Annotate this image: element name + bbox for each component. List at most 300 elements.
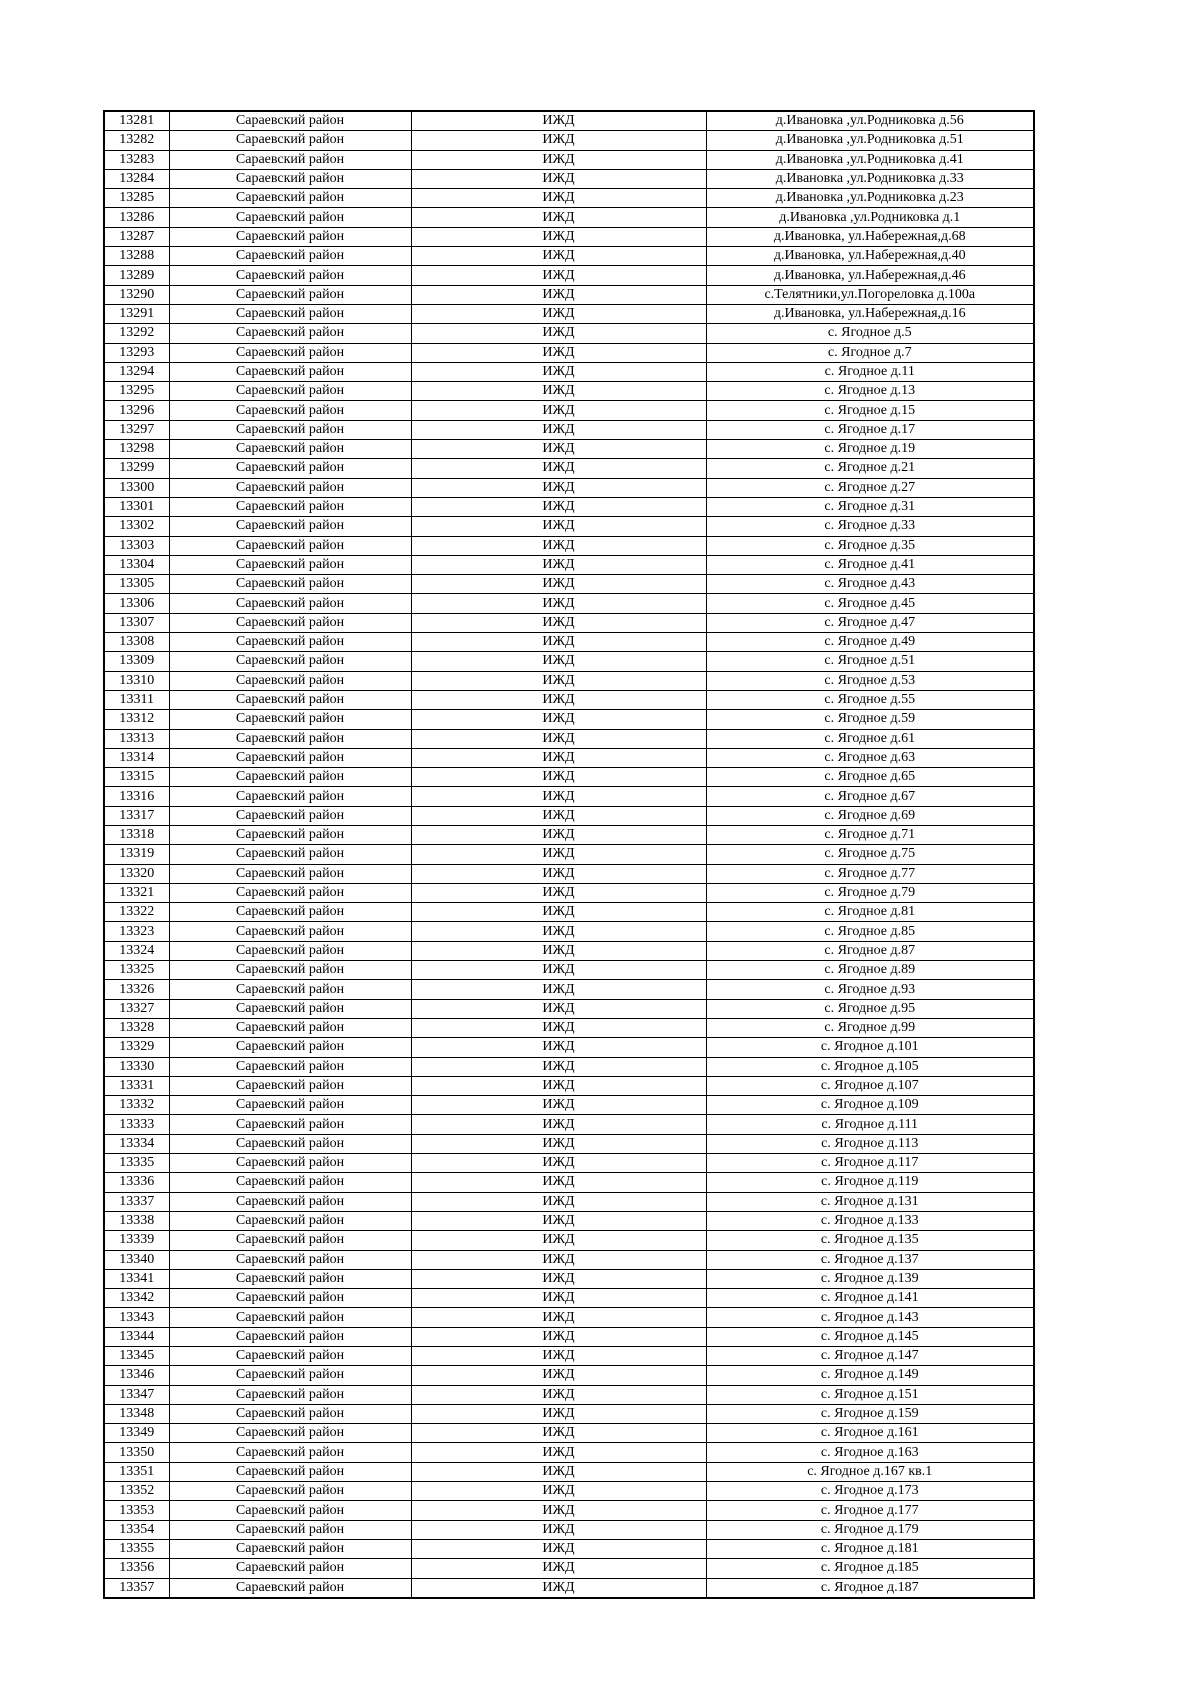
object-type-cell: ИЖД xyxy=(411,285,706,304)
object-type-cell: ИЖД xyxy=(411,748,706,767)
district-cell: Сараевский район xyxy=(169,343,411,362)
table-row xyxy=(104,362,1034,381)
address-cell: с. Ягодное д.179 xyxy=(706,1520,1034,1539)
district-cell: Сараевский район xyxy=(169,941,411,960)
object-type-cell: ИЖД xyxy=(411,1115,706,1134)
record-number-cell: 13305 xyxy=(104,575,169,594)
table-row xyxy=(104,1578,1034,1598)
address-cell: с. Ягодное д.67 xyxy=(706,787,1034,806)
district-cell: Сараевский район xyxy=(169,555,411,574)
address-cell: с. Ягодное д.45 xyxy=(706,594,1034,613)
record-number-cell: 13318 xyxy=(104,825,169,844)
object-type-cell: ИЖД xyxy=(411,362,706,381)
object-type-cell: ИЖД xyxy=(411,111,706,131)
address-cell: с. Ягодное д.77 xyxy=(706,864,1034,883)
district-cell: Сараевский район xyxy=(169,671,411,690)
record-number-cell: 13329 xyxy=(104,1038,169,1057)
table-row xyxy=(104,1520,1034,1539)
address-cell: с. Ягодное д.177 xyxy=(706,1501,1034,1520)
record-number-cell: 13306 xyxy=(104,594,169,613)
address-cell: с. Ягодное д.11 xyxy=(706,362,1034,381)
record-number-cell: 13285 xyxy=(104,189,169,208)
address-cell: с. Ягодное д.185 xyxy=(706,1559,1034,1578)
address-cell: с. Ягодное д.13 xyxy=(706,382,1034,401)
record-number-cell: 13287 xyxy=(104,227,169,246)
object-type-cell: ИЖД xyxy=(411,1076,706,1095)
record-number-cell: 13356 xyxy=(104,1559,169,1578)
record-number-cell: 13345 xyxy=(104,1347,169,1366)
address-cell: с. Ягодное д.113 xyxy=(706,1134,1034,1153)
address-cell: с. Ягодное д.161 xyxy=(706,1424,1034,1443)
address-cell: с. Ягодное д.173 xyxy=(706,1482,1034,1501)
record-number-cell: 13281 xyxy=(104,111,169,131)
object-type-cell: ИЖД xyxy=(411,1366,706,1385)
address-cell: д.Ивановка ,ул.Родниковка д.51 xyxy=(706,131,1034,150)
district-cell: Сараевский район xyxy=(169,961,411,980)
address-cell: с. Ягодное д.101 xyxy=(706,1038,1034,1057)
object-type-cell: ИЖД xyxy=(411,1347,706,1366)
object-type-cell: ИЖД xyxy=(411,806,706,825)
address-cell: с. Ягодное д.79 xyxy=(706,883,1034,902)
address-cell: д.Ивановка ,ул.Родниковка д.1 xyxy=(706,208,1034,227)
table-row xyxy=(104,1018,1034,1037)
table-row xyxy=(104,1308,1034,1327)
record-number-cell: 13320 xyxy=(104,864,169,883)
table-row xyxy=(104,1559,1034,1578)
record-number-cell: 13351 xyxy=(104,1462,169,1481)
district-cell: Сараевский район xyxy=(169,1269,411,1288)
object-type-cell: ИЖД xyxy=(411,150,706,169)
district-cell: Сараевский район xyxy=(169,999,411,1018)
district-cell: Сараевский район xyxy=(169,247,411,266)
table-row xyxy=(104,497,1034,516)
table-row xyxy=(104,189,1034,208)
object-type-cell: ИЖД xyxy=(411,1482,706,1501)
object-type-cell: ИЖД xyxy=(411,1539,706,1558)
district-cell: Сараевский район xyxy=(169,1096,411,1115)
address-cell: с. Ягодное д.31 xyxy=(706,497,1034,516)
address-cell: с. Ягодное д.105 xyxy=(706,1057,1034,1076)
object-type-cell: ИЖД xyxy=(411,1057,706,1076)
record-number-cell: 13338 xyxy=(104,1211,169,1230)
record-number-cell: 13296 xyxy=(104,401,169,420)
object-type-cell: ИЖД xyxy=(411,227,706,246)
table-row xyxy=(104,690,1034,709)
district-cell: Сараевский район xyxy=(169,1366,411,1385)
record-number-cell: 13354 xyxy=(104,1520,169,1539)
table-row xyxy=(104,478,1034,497)
record-number-cell: 13291 xyxy=(104,304,169,323)
object-type-cell: ИЖД xyxy=(411,671,706,690)
record-number-cell: 13316 xyxy=(104,787,169,806)
address-cell: с. Ягодное д.43 xyxy=(706,575,1034,594)
address-cell: д.Ивановка ,ул.Родниковка д.33 xyxy=(706,169,1034,188)
address-cell: с. Ягодное д.85 xyxy=(706,922,1034,941)
record-number-cell: 13311 xyxy=(104,690,169,709)
record-number-cell: 13349 xyxy=(104,1424,169,1443)
record-number-cell: 13335 xyxy=(104,1154,169,1173)
record-number-cell: 13283 xyxy=(104,150,169,169)
district-cell: Сараевский район xyxy=(169,594,411,613)
object-type-cell: ИЖД xyxy=(411,169,706,188)
table-row xyxy=(104,247,1034,266)
district-cell: Сараевский район xyxy=(169,150,411,169)
district-cell: Сараевский район xyxy=(169,304,411,323)
table-row xyxy=(104,1289,1034,1308)
record-number-cell: 13298 xyxy=(104,440,169,459)
table-row xyxy=(104,343,1034,362)
record-number-cell: 13300 xyxy=(104,478,169,497)
district-cell: Сараевский район xyxy=(169,1424,411,1443)
object-type-cell: ИЖД xyxy=(411,1559,706,1578)
address-cell: д.Ивановка, ул.Набережная,д.46 xyxy=(706,266,1034,285)
address-cell: с. Ягодное д.49 xyxy=(706,633,1034,652)
district-cell: Сараевский район xyxy=(169,420,411,439)
district-cell: Сараевский район xyxy=(169,1443,411,1462)
record-number-cell: 13309 xyxy=(104,652,169,671)
district-cell: Сараевский район xyxy=(169,497,411,516)
table-row xyxy=(104,1443,1034,1462)
district-cell: Сараевский район xyxy=(169,729,411,748)
table-row xyxy=(104,961,1034,980)
record-number-cell: 13289 xyxy=(104,266,169,285)
object-type-cell: ИЖД xyxy=(411,1404,706,1423)
table-row xyxy=(104,1057,1034,1076)
district-cell: Сараевский район xyxy=(169,536,411,555)
object-type-cell: ИЖД xyxy=(411,980,706,999)
record-number-cell: 13286 xyxy=(104,208,169,227)
table-row xyxy=(104,825,1034,844)
object-type-cell: ИЖД xyxy=(411,1231,706,1250)
table-row xyxy=(104,1231,1034,1250)
table-row xyxy=(104,169,1034,188)
record-number-cell: 13353 xyxy=(104,1501,169,1520)
record-number-cell: 13344 xyxy=(104,1327,169,1346)
object-type-cell: ИЖД xyxy=(411,864,706,883)
table-row xyxy=(104,613,1034,632)
address-cell: с. Ягодное д.137 xyxy=(706,1250,1034,1269)
address-cell: с. Ягодное д.69 xyxy=(706,806,1034,825)
record-number-cell: 13352 xyxy=(104,1482,169,1501)
record-number-cell: 13343 xyxy=(104,1308,169,1327)
object-type-cell: ИЖД xyxy=(411,1154,706,1173)
record-number-cell: 13333 xyxy=(104,1115,169,1134)
record-number-cell: 13326 xyxy=(104,980,169,999)
record-number-cell: 13312 xyxy=(104,710,169,729)
registry-table xyxy=(103,110,1035,1599)
record-number-cell: 13350 xyxy=(104,1443,169,1462)
district-cell: Сараевский район xyxy=(169,1539,411,1558)
district-cell: Сараевский район xyxy=(169,575,411,594)
table-row xyxy=(104,980,1034,999)
table-row xyxy=(104,864,1034,883)
object-type-cell: ИЖД xyxy=(411,343,706,362)
district-cell: Сараевский район xyxy=(169,1482,411,1501)
table-row xyxy=(104,1404,1034,1423)
object-type-cell: ИЖД xyxy=(411,497,706,516)
district-cell: Сараевский район xyxy=(169,362,411,381)
record-number-cell: 13319 xyxy=(104,845,169,864)
object-type-cell: ИЖД xyxy=(411,999,706,1018)
object-type-cell: ИЖД xyxy=(411,1192,706,1211)
district-cell: Сараевский район xyxy=(169,1578,411,1598)
district-cell: Сараевский район xyxy=(169,1231,411,1250)
object-type-cell: ИЖД xyxy=(411,324,706,343)
object-type-cell: ИЖД xyxy=(411,922,706,941)
record-number-cell: 13336 xyxy=(104,1173,169,1192)
record-number-cell: 13304 xyxy=(104,555,169,574)
district-cell: Сараевский район xyxy=(169,980,411,999)
object-type-cell: ИЖД xyxy=(411,1520,706,1539)
record-number-cell: 13317 xyxy=(104,806,169,825)
address-cell: с. Ягодное д.33 xyxy=(706,517,1034,536)
table-row xyxy=(104,883,1034,902)
table-row xyxy=(104,1269,1034,1288)
district-cell: Сараевский район xyxy=(169,1385,411,1404)
table-row xyxy=(104,729,1034,748)
table-row xyxy=(104,1154,1034,1173)
table-row xyxy=(104,806,1034,825)
table-row xyxy=(104,1385,1034,1404)
district-cell: Сараевский район xyxy=(169,690,411,709)
record-number-cell: 13303 xyxy=(104,536,169,555)
address-cell: с. Ягодное д.75 xyxy=(706,845,1034,864)
object-type-cell: ИЖД xyxy=(411,1173,706,1192)
object-type-cell: ИЖД xyxy=(411,440,706,459)
object-type-cell: ИЖД xyxy=(411,1385,706,1404)
table-row xyxy=(104,266,1034,285)
address-cell: с. Ягодное д.167 кв.1 xyxy=(706,1462,1034,1481)
district-cell: Сараевский район xyxy=(169,652,411,671)
address-cell: с. Ягодное д.59 xyxy=(706,710,1034,729)
address-cell: с. Ягодное д.15 xyxy=(706,401,1034,420)
district-cell: Сараевский район xyxy=(169,401,411,420)
district-cell: Сараевский район xyxy=(169,806,411,825)
address-cell: с. Ягодное д.95 xyxy=(706,999,1034,1018)
district-cell: Сараевский район xyxy=(169,131,411,150)
address-cell: с. Ягодное д.143 xyxy=(706,1308,1034,1327)
table-row xyxy=(104,845,1034,864)
address-cell: с. Ягодное д.63 xyxy=(706,748,1034,767)
record-number-cell: 13347 xyxy=(104,1385,169,1404)
district-cell: Сараевский район xyxy=(169,1347,411,1366)
address-cell: с. Ягодное д.81 xyxy=(706,903,1034,922)
address-cell: с. Ягодное д.21 xyxy=(706,459,1034,478)
address-cell: с. Ягодное д.61 xyxy=(706,729,1034,748)
object-type-cell: ИЖД xyxy=(411,478,706,497)
table-row xyxy=(104,652,1034,671)
district-cell: Сараевский район xyxy=(169,748,411,767)
record-number-cell: 13295 xyxy=(104,382,169,401)
table-row xyxy=(104,1192,1034,1211)
district-cell: Сараевский район xyxy=(169,169,411,188)
table-row xyxy=(104,1501,1034,1520)
record-number-cell: 13346 xyxy=(104,1366,169,1385)
record-number-cell: 13301 xyxy=(104,497,169,516)
table-row xyxy=(104,999,1034,1018)
record-number-cell: 13355 xyxy=(104,1539,169,1558)
district-cell: Сараевский район xyxy=(169,208,411,227)
object-type-cell: ИЖД xyxy=(411,768,706,787)
record-number-cell: 13341 xyxy=(104,1269,169,1288)
object-type-cell: ИЖД xyxy=(411,941,706,960)
district-cell: Сараевский район xyxy=(169,1308,411,1327)
table-row xyxy=(104,536,1034,555)
table-row xyxy=(104,1327,1034,1346)
record-number-cell: 13322 xyxy=(104,903,169,922)
address-cell: с. Ягодное д.131 xyxy=(706,1192,1034,1211)
district-cell: Сараевский район xyxy=(169,787,411,806)
district-cell: Сараевский район xyxy=(169,227,411,246)
district-cell: Сараевский район xyxy=(169,1076,411,1095)
district-cell: Сараевский район xyxy=(169,1559,411,1578)
object-type-cell: ИЖД xyxy=(411,1134,706,1153)
address-cell: с. Ягодное д.93 xyxy=(706,980,1034,999)
address-cell: с. Ягодное д.27 xyxy=(706,478,1034,497)
record-number-cell: 13331 xyxy=(104,1076,169,1095)
address-cell: с. Ягодное д.35 xyxy=(706,536,1034,555)
object-type-cell: ИЖД xyxy=(411,652,706,671)
record-number-cell: 13290 xyxy=(104,285,169,304)
table-row xyxy=(104,440,1034,459)
district-cell: Сараевский район xyxy=(169,478,411,497)
table-row xyxy=(104,1096,1034,1115)
table-row xyxy=(104,903,1034,922)
district-cell: Сараевский район xyxy=(169,613,411,632)
table-row xyxy=(104,382,1034,401)
table-row xyxy=(104,671,1034,690)
district-cell: Сараевский район xyxy=(169,382,411,401)
district-cell: Сараевский район xyxy=(169,883,411,902)
registry-table-body xyxy=(104,111,1034,1598)
district-cell: Сараевский район xyxy=(169,825,411,844)
record-number-cell: 13339 xyxy=(104,1231,169,1250)
district-cell: Сараевский район xyxy=(169,517,411,536)
object-type-cell: ИЖД xyxy=(411,1501,706,1520)
district-cell: Сараевский район xyxy=(169,922,411,941)
table-row xyxy=(104,285,1034,304)
address-cell: д.Ивановка, ул.Набережная,д.16 xyxy=(706,304,1034,323)
object-type-cell: ИЖД xyxy=(411,247,706,266)
record-number-cell: 13307 xyxy=(104,613,169,632)
table-row xyxy=(104,748,1034,767)
object-type-cell: ИЖД xyxy=(411,787,706,806)
table-row xyxy=(104,1134,1034,1153)
object-type-cell: ИЖД xyxy=(411,710,706,729)
object-type-cell: ИЖД xyxy=(411,1578,706,1598)
district-cell: Сараевский район xyxy=(169,189,411,208)
table-row xyxy=(104,1482,1034,1501)
address-cell: с. Ягодное д.109 xyxy=(706,1096,1034,1115)
object-type-cell: ИЖД xyxy=(411,575,706,594)
record-number-cell: 13323 xyxy=(104,922,169,941)
district-cell: Сараевский район xyxy=(169,111,411,131)
object-type-cell: ИЖД xyxy=(411,131,706,150)
district-cell: Сараевский район xyxy=(169,1018,411,1037)
address-cell: д.Ивановка, ул.Набережная,д.40 xyxy=(706,247,1034,266)
table-row xyxy=(104,941,1034,960)
table-row xyxy=(104,1115,1034,1134)
object-type-cell: ИЖД xyxy=(411,189,706,208)
record-number-cell: 13342 xyxy=(104,1289,169,1308)
address-cell: с. Ягодное д.47 xyxy=(706,613,1034,632)
record-number-cell: 13310 xyxy=(104,671,169,690)
object-type-cell: ИЖД xyxy=(411,633,706,652)
district-cell: Сараевский район xyxy=(169,845,411,864)
table-row xyxy=(104,710,1034,729)
address-cell: с. Ягодное д.135 xyxy=(706,1231,1034,1250)
object-type-cell: ИЖД xyxy=(411,1269,706,1288)
address-cell: с. Ягодное д.51 xyxy=(706,652,1034,671)
table-row xyxy=(104,459,1034,478)
record-number-cell: 13330 xyxy=(104,1057,169,1076)
address-cell: с. Ягодное д.17 xyxy=(706,420,1034,439)
address-cell: с. Ягодное д.147 xyxy=(706,1347,1034,1366)
district-cell: Сараевский район xyxy=(169,459,411,478)
object-type-cell: ИЖД xyxy=(411,304,706,323)
table-row xyxy=(104,575,1034,594)
record-number-cell: 13325 xyxy=(104,961,169,980)
record-number-cell: 13293 xyxy=(104,343,169,362)
district-cell: Сараевский район xyxy=(169,864,411,883)
table-row xyxy=(104,1424,1034,1443)
table-row xyxy=(104,304,1034,323)
address-cell: с. Ягодное д.119 xyxy=(706,1173,1034,1192)
object-type-cell: ИЖД xyxy=(411,1038,706,1057)
district-cell: Сараевский район xyxy=(169,1462,411,1481)
object-type-cell: ИЖД xyxy=(411,1018,706,1037)
table-row xyxy=(104,1211,1034,1230)
district-cell: Сараевский район xyxy=(169,1154,411,1173)
address-cell: с.Телятники,ул.Погореловка д.100а xyxy=(706,285,1034,304)
table-row xyxy=(104,1462,1034,1481)
record-number-cell: 13315 xyxy=(104,768,169,787)
district-cell: Сараевский район xyxy=(169,285,411,304)
record-number-cell: 13357 xyxy=(104,1578,169,1598)
record-number-cell: 13348 xyxy=(104,1404,169,1423)
object-type-cell: ИЖД xyxy=(411,208,706,227)
address-cell: с. Ягодное д.53 xyxy=(706,671,1034,690)
table-row xyxy=(104,1539,1034,1558)
district-cell: Сараевский район xyxy=(169,1327,411,1346)
object-type-cell: ИЖД xyxy=(411,1462,706,1481)
district-cell: Сараевский район xyxy=(169,1404,411,1423)
table-row xyxy=(104,1173,1034,1192)
record-number-cell: 13282 xyxy=(104,131,169,150)
object-type-cell: ИЖД xyxy=(411,1308,706,1327)
table-row xyxy=(104,208,1034,227)
district-cell: Сараевский район xyxy=(169,633,411,652)
table-row xyxy=(104,1347,1034,1366)
address-cell: с. Ягодное д.139 xyxy=(706,1269,1034,1288)
address-cell: с. Ягодное д.71 xyxy=(706,825,1034,844)
record-number-cell: 13327 xyxy=(104,999,169,1018)
address-cell: с. Ягодное д.89 xyxy=(706,961,1034,980)
district-cell: Сараевский район xyxy=(169,1057,411,1076)
district-cell: Сараевский район xyxy=(169,1289,411,1308)
table-row xyxy=(104,324,1034,343)
district-cell: Сараевский район xyxy=(169,1173,411,1192)
address-cell: с. Ягодное д.111 xyxy=(706,1115,1034,1134)
record-number-cell: 13284 xyxy=(104,169,169,188)
object-type-cell: ИЖД xyxy=(411,690,706,709)
address-cell: д.Ивановка ,ул.Родниковка д.23 xyxy=(706,189,1034,208)
address-cell: с. Ягодное д.41 xyxy=(706,555,1034,574)
table-row xyxy=(104,150,1034,169)
object-type-cell: ИЖД xyxy=(411,845,706,864)
object-type-cell: ИЖД xyxy=(411,825,706,844)
object-type-cell: ИЖД xyxy=(411,1250,706,1269)
